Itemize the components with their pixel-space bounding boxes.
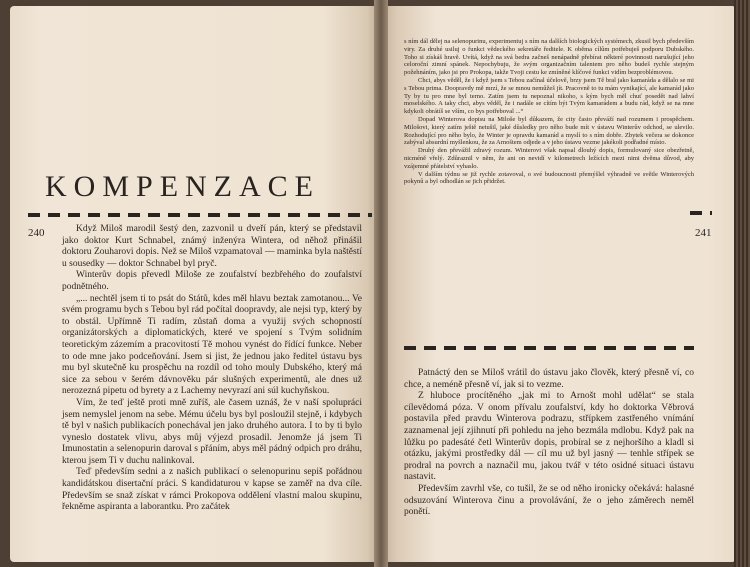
right-body-text-top xyxy=(404,38,694,186)
paragraph: Především zavrhl vše, co tušil, že se od něho ironicky očekává: halasné odsuzování Winterova činu a provolávání, že o jeho záměrech neměl ponětí. xyxy=(404,483,694,518)
page-number-right: 241 xyxy=(695,227,712,239)
right-body-text-bottom xyxy=(404,368,694,519)
chapter-title: KOMPENZACE xyxy=(45,170,321,203)
section-break-rule xyxy=(404,346,694,350)
book-gutter xyxy=(374,0,388,567)
paragraph: Druhý den převážil zdravý rozum. Winterovi však napsal dlouhý dopis, formulovaný sice obezřetně, nicméně vřelý. Zdůraznil v něm, že ani on nevidí v kilometrech ležících mezi nimi dvěma důvod, aby vzájemné přátelství vyhaslo. xyxy=(404,147,694,170)
left-body-text xyxy=(62,224,362,514)
paragraph: Vím, že teď ještě proti mně zuříš, ale časem uznáš, že v naší spolupráci jsem nemyslel jenom na sebe. Mému účelu bys byl posloužil stejně, i kdybych tě byl v našich publikacích ponechával jen jako druhého autora. I to by ti bylo vyneslo dostatek vlivu, abys můj výjezd prosadil. Jenomže já jsem Ti Imunostatin a selenopurin daroval s přáním, abys měl pádný odpich pro dráhu, kterou jsem Ti v duchu nalinkoval. xyxy=(62,397,362,466)
paragraph: Teď především sedni a z našich publikací o selenopurinu sepiš pořádnou kandidátskou disertační práci. S kandidaturou v kapse se zaměř na dva cíle. Především se snaž získat v rámci Prokopova oddělení vlastní malou skupinu, řekněme aspiranta a laborantku. Pro začátek xyxy=(62,467,362,513)
page-edges xyxy=(734,0,750,567)
page-number-left: 240 xyxy=(28,227,45,239)
title-rule xyxy=(28,213,372,217)
paragraph: Z hluboce procítěného „jak mi to Arnošt mohl udělat“ se stala cílevědomá póza. V onom přívalu zoufalství, kdy ho doktorka Věbrová postavila před pravdu Winterova podrazu, střípkem zastřeného vnímání zaznamenal její zjihnutí při pohledu na jeho bezmála mdlobu. Když pak na lůžku po padesáté četl Winterův dopis, probíral se z nejhoršího a kladl si otázku, jakými prostředky dál — cíl mu už byl jasný — tenhle střípek se prodral na povrch a naznačil mu, jakou tvář v této osidné situaci ústavu nastavit. xyxy=(404,391,694,483)
paragraph: Patnáctý den se Miloš vrátil do ústavu jako člověk, který přesně ví, co chce, a neméně přesně ví, jak si to vezme. xyxy=(404,368,694,390)
paragraph: „... nechtěl jsem ti to psát do Států, kdes měl hlavu beztak zamotanou... Ve svém programu bych s Tebou byl rád počítal doopravdy, ale nejsi typ, který by to obstál. Upřímně Ti radím, zůstaň doma a využij svých schopností organizátorských a diplomatických, které ve spojení s Tvým solidním teoretickým zázemím a pracovitostí Tě mohou vynést do řídící funkce. Neber to ode mne jako podceňování. Jsem si jist, že jednou jako ředitel ústavu bys mu byl skutečně ku prospěchu na rozdíl od toho mouly Dubského, který má sice za sebou v šerém dávnověku pár slušných experimentů, ale dnes už nerozezná pipetu od byrety a z Lachemy nevyrazí ani súl kuchyňskou. xyxy=(62,293,362,397)
paragraph: Když Miloš marodil šestý den, zazvonil u dveří pán, který se představil jako doktor Kurt Schnabel, známý inženýra Wintera, od něhož přinášil doktoru Zouharovi dopis. Než se Miloš vzpamatoval — maminka byla naštěstí u sousedky — doktor Schnabel byl pryč. xyxy=(62,224,362,269)
paragraph: Chci, abys věděl, že i když jsem s Tebou začínal účelově, brzy jsem Tě bral jako kamaráda a dělalo se mi s Tebou prima. Doopravdy mě mrzí, že se mnou nemůžeš jít. Pracovně to tu mám vynikající, ale kamarád jako Ty by tu pro mne byl terno. Zatím jsem tu nepoznal nikoho, s kým bych měl chuť posedět nad lahví moselského. A taky chci, abys věděl, že i nadále se cítím být Tvým kamarádem a budu rád, když se na mne kdykoli obrátíš se vším, co bys potřeboval ...“ xyxy=(404,76,694,116)
paragraph: Dopad Winterova dopisu na Miloše byl důkazem, že city často převáží nad rozumem i prospěchem. Milošovi, který zatím ještě netušil, jaké důsledky pro něho bude mít v ústavu Winterův odchod, se ulevilo. Rozhodující pro něho bylo, že Winter je opravdu kamarád a myslí to s ním dobře. Zbytek večera se dokonce zabýval absurdní myšlenkou, že za Arnoštem odjede a v jeho ústavu vezme jakékoli podřadné místo. xyxy=(404,115,694,147)
paragraph: s ním dál dělej na selenopurinu, experimentuj s ním na dalších biologických systémech, zkusil bych především viry. Za druhé usiluj o funkci vědeckého sekretáře ředitele. K oběma cílům potřebuješ podporu Dubského. Toho si získáš hravě. Uvítá, když na svá bedra začneš nenápadně přebírat některé povinnosti narušující jeho celoroční zimní spánek. Nepochybuju, že svým organizačním talentem pro něho budeš rychle stejným požehnáním, jako jsi pro Prokopa, takže Tvoji cestu ke zmíněné klíčové funkci vidím bezproblémovou. xyxy=(404,38,694,77)
paragraph: V dalším týdnu se již rychle zotavoval, o své budoucnosti přemýšlel výhradně ve světle Winterových pokynů a byl odhodlán se jich přidržet. xyxy=(404,170,694,186)
section-rule-right-top xyxy=(690,211,712,215)
paragraph: Winterův dopis převedl Miloše ze zoufalství bezbřehého do zoufalství podnětného. xyxy=(62,270,362,292)
